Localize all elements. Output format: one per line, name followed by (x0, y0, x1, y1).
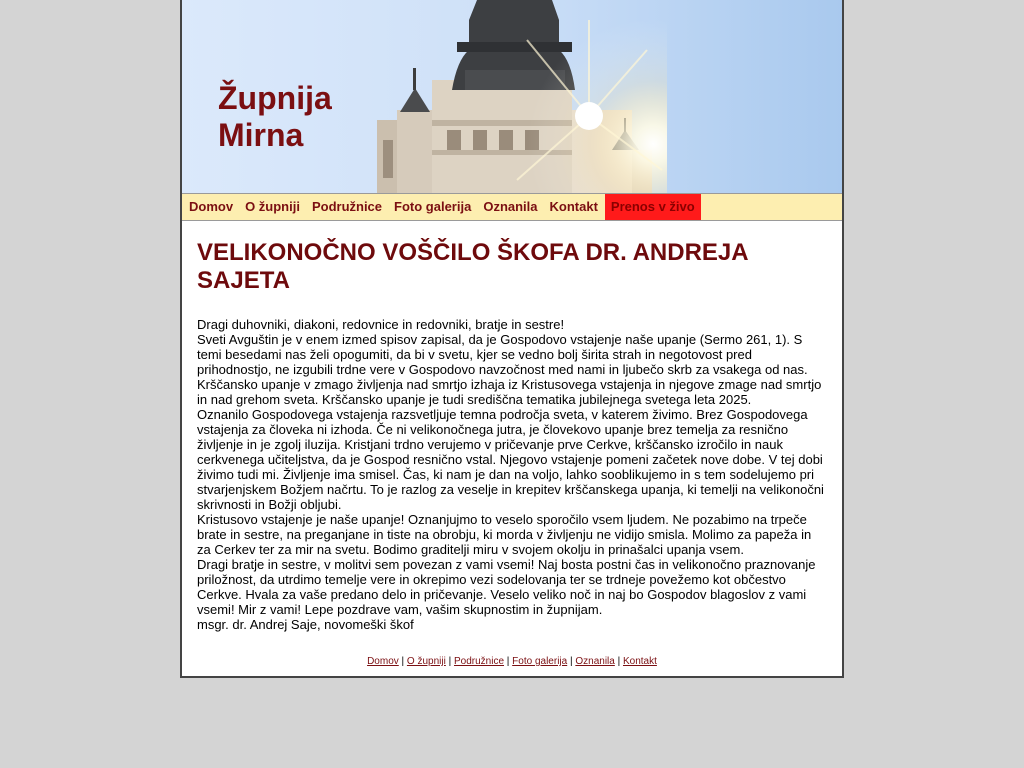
footer-link-oznanila[interactable]: Oznanila (575, 656, 615, 667)
article-paragraph: Oznanilo Gospodovega vstajenja razsvetljuje temna področja sveta, v katerem živimo. Brez Gospodovega vstajenja za človeka ni izhoda. Če ni velikonočnega jutra, je človekovo upanje brez temelja za resnično življenje in je zgolj iluzija. Kristjani trdno verujemo v pričevanje prve Cerkve, krščansko izročilo in nauk cerkvenega učiteljstva, da je Gospod resnično vstal. Njegovo vstajenje pomeni začetek nove dobe. V tej dobi živimo tudi mi. Življenje ima smisel. Čas, ki nam je dan na voljo, lahko sooblikujemo in s tem sodelujemo pri stvarjenjskem Božjem načrtu. To je razlog za veselje in krepitev krščanskega upanja, ki temelji na velikonočni skrivnosti in Božji obljubi. (197, 407, 824, 512)
nav-item-podruznice[interactable]: Podružnice (311, 199, 383, 214)
article-paragraph: Kristusovo vstajenje je naše upanje! Oznanjujmo to veselo sporočilo vsem ljudem. Ne pozabimo na trpeče brate in sestre, na preganjane in tiste na obrobju, ki morda v življenju ne vidijo smisla. Molimo za papeža in za Cerkev ter za mir na svetu. Bodimo graditelji miru v svojem okolju in prinašalci upanja vsem. (197, 512, 812, 557)
article-body (197, 317, 825, 632)
page-container (180, 0, 844, 678)
article-signature: msgr. dr. Andrej Saje, novomeški škof (197, 617, 414, 632)
footer-link-o-zupniji[interactable]: O župniji (406, 656, 446, 667)
article-paragraph: Dragi duhovniki, diakoni, redovnice in redovniki, bratje in sestre! (197, 317, 565, 332)
site-title[interactable] (218, 80, 332, 154)
article-paragraph: Dragi bratje in sestre, v molitvi sem povezan z vami vsemi! Naj bosta postni čas in velikonočno praznovanje priložnost, da utrdimo temelje vere in okrepimo vezi sodelovanja ter se trdneje povežemo kot občestvo Cerkve. Hvala za vaše predano delo in pričevanje. Veselo veliko noč in naj bo Gospodov blagoslov z vami vsemi! Mir z vami! Lepe pozdrave vam, vašim skupnostim in župnijam. (197, 557, 816, 617)
nav-item-prenos-v-zivo[interactable]: Prenos v živo (605, 194, 701, 220)
nav-item-foto-galerija[interactable]: Foto galerija (394, 199, 472, 214)
footer-separator: | (504, 656, 513, 667)
site-title-line2: Mirna (218, 117, 304, 153)
main-nav (182, 193, 842, 221)
footer-link-podruznice[interactable]: Podružnice (453, 656, 505, 667)
article-title: VELIKONOČNO VOŠČILO ŠKOFA DR. ANDREJA SAJETA (197, 239, 748, 294)
footer-separator: | (445, 656, 454, 667)
footer-separator: | (614, 656, 623, 667)
article-paragraph: Krščansko upanje v zmago življenja nad smrtjo izhaja iz Kristusovega vstajenja in njegove zmage nad smrtjo in nad grehom sveta. Krščansko upanje je tudi središčna tematika jubilejnega svetega leta 2025. (197, 377, 822, 407)
footer-links (182, 656, 842, 667)
nav-item-o-zupniji[interactable]: O župniji (245, 199, 300, 214)
nav-item-oznanila[interactable]: Oznanila (483, 199, 538, 214)
footer-separator: | (567, 656, 576, 667)
article-paragraph: Sveti Avguštin je v enem izmed spisov zapisal, da je Gospodovo vstajenje naše upanje (Sermo 261, 1). S temi besedami nas želi opogumiti, da bi v svetu, kjer se vedno bolj širita strah in negotovost pred prihodnostjo, ne izgubili trdne vere v Gospodovo navzočnost med nami in ljubečo skrb za vsakega od nas. (197, 332, 808, 377)
main-content (182, 221, 842, 632)
footer-link-domov[interactable]: Domov (367, 656, 399, 667)
nav-item-kontakt[interactable]: Kontakt (549, 199, 598, 214)
footer-link-kontakt[interactable]: Kontakt (622, 656, 657, 667)
footer-link-foto-galerija[interactable]: Foto galerija (512, 656, 568, 667)
church-header-image (377, 0, 667, 193)
site-header (182, 0, 842, 193)
site-title-line1: Župnija (218, 80, 332, 116)
nav-item-domov[interactable]: Domov (189, 199, 234, 214)
footer-separator: | (398, 656, 407, 667)
